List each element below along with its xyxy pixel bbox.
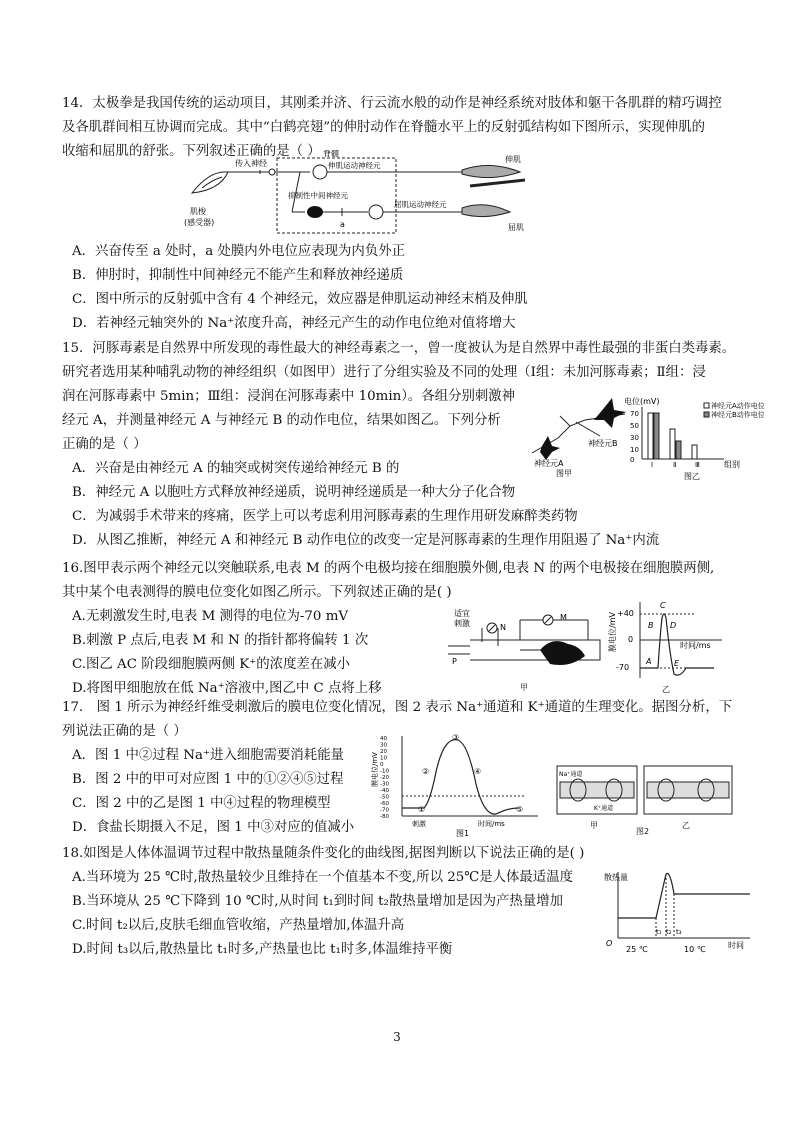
q17-mark-2: ②	[422, 767, 430, 776]
q17-option-d[interactable]: D．食盐长期摄入不足，图 1 中③对应的值减小	[72, 820, 355, 835]
q15-line-5: 正确的是（ ）	[62, 437, 147, 452]
q14-afferent-label: 传入神经	[235, 159, 267, 168]
q17-jia-label: 甲	[590, 821, 598, 830]
q17-ylabel: 膜电位/mV	[371, 752, 379, 787]
q15-option-c[interactable]: C．为减弱手术带来的疼痛，医学上可以考虑利用河豚毒素的生理作用研发麻醉类药物	[72, 509, 578, 524]
q15-xlabel: 组别	[724, 460, 740, 469]
q15-bar-neuron-a	[670, 429, 675, 459]
q14-inhibitory-label: 抑制性中间神经元	[288, 191, 348, 200]
q18-option-a[interactable]: A.当环境为 25 ℃时,散热量较少且维持在一个值基本不变,所以 25℃是人体最适温度	[72, 870, 573, 885]
q16-figure-yi	[604, 596, 734, 696]
q14-receptor-note: (感受器)	[184, 218, 215, 227]
q17-fig2-label: 图2	[636, 827, 650, 836]
q15-bar-neuron-b	[676, 441, 681, 459]
q15-line-3: 润在河豚毒素中 5min；Ⅲ组：浸润在河豚毒素中 10min）。各组分别刺激神	[62, 389, 516, 404]
q16-yneg: -70	[616, 663, 630, 672]
q17-option-b[interactable]: B．图 2 中的甲可对应图 1 中的①②④⑤过程	[72, 772, 344, 787]
q14-line-1: 14．太极拳是我国传统的运动项目，其刚柔并济、行云流水般的动作是神经系统对肢体和躯干各肌群的精巧调控	[62, 96, 722, 111]
q15-line-1: 15．河豚毒素是自然界中所发现的毒性最大的神经毒素之一，曾一度被认为是自然界中毒性最强的非蛋白类毒素。	[62, 341, 736, 356]
q17-k-channel-label: K⁺通道	[594, 805, 614, 812]
q15-group-label: Ⅲ	[695, 461, 700, 469]
q15-legend-b: 神经元B动作电位	[711, 411, 765, 419]
q15-ylabel: 电位(mV)	[624, 397, 660, 406]
q14-point-a: a	[340, 220, 345, 229]
q17-figure-1	[366, 732, 546, 840]
q14-option-c[interactable]: C．图中所示的反射弧中含有 4 个神经元，效应器是伸肌运动神经末梢及伸肌	[72, 292, 528, 307]
q18-ylabel: 散热量	[604, 873, 628, 882]
q17-mark-3: ③	[452, 733, 460, 742]
q15-line-4: 经元 A，并测量神经元 A 与神经元 B 的动作电位，结果如图乙。下列分析	[62, 413, 501, 428]
q18-heat-curve	[618, 873, 750, 918]
q14-spine-label: 脊髓	[323, 150, 339, 158]
q15-option-a[interactable]: A．兴奋是由神经元 A 的轴突或树突传递给神经元 B 的	[72, 461, 400, 476]
q17-na-channel-label: Na⁺通道	[559, 771, 583, 778]
q16-b: B	[648, 621, 654, 630]
q17-tick-label: -20	[380, 775, 389, 781]
q15-yi-label: 图乙	[684, 472, 700, 481]
q16-a: A	[646, 657, 652, 666]
q15-option-d[interactable]: D．从图乙推断，神经元 A 和神经元 B 动作电位的改变一定是河豚毒素的生理作用阻遏了 Na⁺内流	[72, 533, 660, 548]
q14-option-a[interactable]: A．兴奋传至 a 处时，a 处膜内外电位应表现为内负外正	[72, 244, 405, 259]
q18-option-b[interactable]: B.当环境从 25 ℃下降到 10 ℃时,从时间 t₁到时间 t₂散热量增加是因为产热量增加	[72, 894, 563, 909]
q17-tick-label: -80	[380, 814, 389, 820]
q17-mark-4: ④	[474, 767, 482, 776]
q14-option-d[interactable]: D．若神经元轴突外的 Na⁺浓度升高，神经元产生的动作电位绝对值将增大	[72, 316, 516, 331]
q17-tick-label: -30	[380, 781, 389, 788]
q15-legend-swatch-b	[704, 412, 709, 417]
q17-mark-1: ①	[418, 805, 426, 814]
q14-extensor-motor-label: 伸肌运动神经元	[328, 161, 381, 170]
q16-ypos: +40	[617, 609, 634, 618]
q16-option-d[interactable]: D.将图甲细胞放在低 Na⁺溶液中,图乙中 C 点将上移	[72, 681, 382, 696]
q15-figure-jia	[530, 398, 630, 478]
q15-tick-label: 70	[630, 410, 639, 418]
q18-temp1: 25 ℃	[626, 945, 648, 954]
q17-stimulus: 刺激	[412, 820, 426, 828]
q16-p-label: P	[452, 657, 457, 666]
q17-tick-label: 0	[380, 762, 384, 768]
q16-line-1: 16.图甲表示两个神经元以突触联系,电表 M 的两个电极均接在细胞膜外侧,电表 N 的两个电极接在细胞膜两侧,	[62, 561, 715, 576]
q16-e: E	[674, 659, 680, 668]
q17-option-c[interactable]: C．图 2 中的乙是图 1 中④过程的物理模型	[72, 796, 331, 811]
q17-line-1: 17． 图 1 所示为神经纤维受刺激后的膜电位变化情况，图 2 表示 Na⁺通道和 K⁺通道的生理变化。据图分析，下	[62, 700, 733, 715]
q18-figure	[604, 866, 754, 962]
q16-option-a[interactable]: A.无刺激发生时,电表 M 测得的电位为-70 mV	[72, 609, 349, 624]
q14-extensor-label: 伸肌	[505, 155, 521, 164]
q15-tick-label: 30	[630, 434, 639, 442]
q17-tick-label: -70	[380, 807, 389, 814]
q16-option-c[interactable]: C.图乙 AC 阶段细胞膜两侧 K⁺的浓度差在减小	[72, 657, 351, 672]
q15-group-label: Ⅱ	[673, 461, 677, 469]
q14-flexor-motor-label: 屈肌运动神经元	[394, 200, 447, 209]
q18-xlabel: 时间	[728, 941, 744, 950]
q17-option-a[interactable]: A．图 1 中②过程 Na⁺进入细胞需要消耗能量	[72, 748, 344, 763]
q17-tick-label: 30	[380, 742, 387, 749]
q15-chart-yi	[624, 395, 774, 483]
q15-tick-label: 0	[630, 456, 635, 464]
q16-xlabel: 时间/ms	[680, 641, 711, 650]
q18-line-1: 18.如图是人体体温调节过程中散热量随条件变化的曲线图,据图判断以下说法正确的是( )	[62, 846, 585, 861]
q15-tick-label: 50	[630, 422, 639, 430]
q14-option-b[interactable]: B．伸肘时，抑制性中间神经元不能产生和释放神经递质	[72, 268, 404, 283]
q15-neuron-b-label: 神经元B	[588, 439, 618, 448]
q15-option-b[interactable]: B．神经元 A 以胞吐方式释放神经递质，说明神经递质是一种大分子化合物	[72, 485, 516, 500]
q14-reflex-arc-figure	[180, 150, 540, 235]
q15-bar-neuron-b	[654, 413, 659, 459]
q16-yzero: 0	[628, 635, 634, 644]
q15-legend-swatch-a	[704, 403, 709, 408]
page-number: 3	[393, 1030, 401, 1044]
q16-stim-1: 适宜	[454, 609, 470, 618]
q18-t3: t₃	[676, 928, 682, 936]
q17-tick-label: -10	[380, 768, 389, 775]
q17-tick-label: 40	[380, 736, 387, 742]
q16-c: C	[660, 601, 666, 610]
q17-yi-label: 乙	[682, 821, 690, 830]
q16-yi-label: 乙	[662, 685, 670, 694]
q15-jia-label: 图甲	[556, 469, 572, 478]
q18-temp2: 10 ℃	[684, 945, 706, 954]
q14-line-2: 及各肌群间相互协调而完成。其中“白鹤亮翅”的伸肘动作在脊髓水平上的反射弧结构如下图所示，实现伸肌的	[62, 120, 706, 135]
q14-receptor-label: 肌梭	[190, 207, 206, 216]
q17-tick-label: -60	[380, 801, 389, 807]
q17-line-2: 列说法正确的是（ ）	[62, 724, 187, 739]
q17-tick-label: 10	[380, 755, 387, 762]
q15-tick-label: 10	[630, 446, 639, 454]
q15-group-label: Ⅰ	[651, 461, 654, 469]
q14-line-3: 收缩和屈肌的舒张。下列叙述正确的是（ ）	[62, 144, 321, 159]
q15-neuron-a-label: 神经元A	[534, 459, 564, 468]
q16-d: D	[670, 621, 677, 630]
q17-tick-label: -40	[380, 788, 389, 794]
q16-figure-jia	[440, 606, 610, 694]
q18-option-c[interactable]: C.时间 t₂以后,皮肤毛细血管收缩，产热量增加,体温升高	[72, 918, 405, 933]
q16-jia-label: 甲	[520, 683, 528, 692]
q17-potential-curve	[402, 740, 518, 815]
q15-line-2: 研究者选用某种哺乳动物的神经组织（如图甲）进行了分组实验及不同的处理（Ⅰ组：未加河豚毒素；Ⅱ组：浸	[62, 365, 706, 380]
q18-t2: t₂	[666, 928, 672, 936]
q15-bar-neuron-a	[692, 445, 697, 459]
q14-flexor-label: 屈肌	[508, 223, 524, 232]
q15-legend-a: 神经元A动作电位	[711, 402, 765, 410]
q16-ylabel: 膜电位/mV	[608, 612, 617, 652]
q17-mark-5: ⑤	[516, 805, 524, 814]
q18-option-d[interactable]: D.时间 t₃以后,散热量比 t₁时多,产热量也比 t₁时多,体温维持平衡	[72, 942, 453, 957]
q14-options	[62, 240, 738, 336]
q18-t1: t₁	[656, 928, 662, 936]
q17-tick-label: -50	[380, 794, 389, 801]
q16-n-label: N	[500, 623, 506, 632]
q17-fig1-label: 图1	[456, 829, 470, 838]
q18-origin: O	[606, 939, 613, 948]
q17-xlabel: 时间/ms	[478, 820, 505, 828]
q15-bar-neuron-a	[648, 413, 653, 459]
q16-line-2: 其中某个电表测得的膜电位变化如图乙所示。下列叙述正确的是( )	[62, 585, 452, 600]
q16-option-b[interactable]: B.刺激 P 点后,电表 M 和 N 的指针都将偏转 1 次	[72, 633, 369, 648]
q17-tick-label: 20	[380, 749, 387, 755]
q16-m-label: M	[560, 613, 567, 622]
q16-stim-2: 刺激	[454, 619, 470, 628]
